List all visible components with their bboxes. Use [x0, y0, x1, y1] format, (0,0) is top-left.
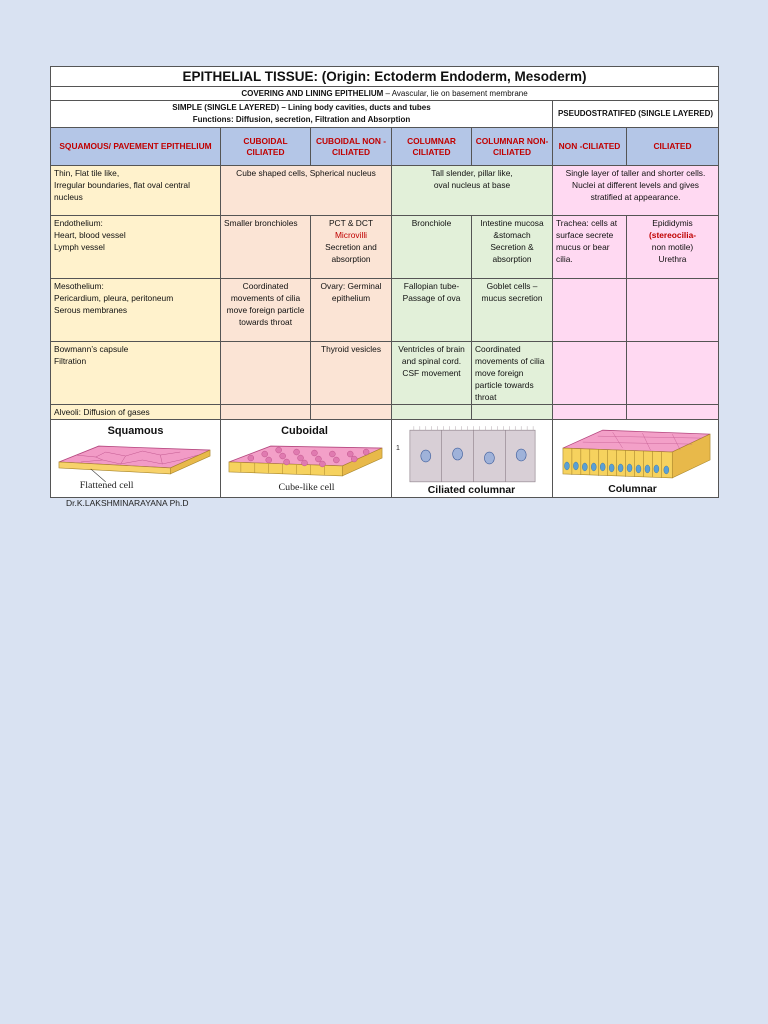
subtitle: [51, 87, 719, 101]
cell-squamous-alveoli: Alveoli: Diffusion of gases: [51, 405, 221, 420]
cell-cuboidal-ciliated-r5: [221, 405, 311, 420]
cell-cuboidal-ciliated-r4: [221, 342, 311, 405]
col-head-columnar-ciliated: COLUMNAR CILIATED: [392, 128, 472, 166]
microvilli-text: Microvilli: [334, 230, 368, 240]
figure-cuboidal: [221, 420, 392, 498]
subtitle-rest: – Avascular, lie on basement membrane: [383, 89, 528, 98]
cell-pseudo-non-ciliated-r3: [553, 279, 627, 342]
cell-columnar-ciliated-r3: Fallopian tube- Passage of ova: [392, 279, 472, 342]
cuboidal-illustration: [221, 422, 391, 496]
cell-pseudo-non-ciliated-r4: [553, 342, 627, 405]
secretion-absorption-text: Secretion and absorption: [325, 242, 377, 264]
figure-columnar: [553, 420, 719, 498]
cell-cuboidal-non-ciliated-r5: [311, 405, 392, 420]
cell-pseudo-desc: Single layer of taller and shorter cells. Nuclei at different levels and gives stratified at appearance.: [553, 166, 719, 216]
cuboidal-figure-caption: Cube-like cell: [278, 481, 335, 493]
subtitle-bold: COVERING AND LINING EPITHELIUM: [241, 89, 384, 98]
ciliated-columnar-illustration: [392, 422, 552, 496]
simple-header: [51, 101, 553, 128]
simple-header-line2: Functions: Diffusion, secretion, Filtration and Absorption: [192, 115, 411, 124]
col-head-cuboidal-ciliated: CUBOIDAL CILIATED: [221, 128, 311, 166]
pseudo-header: PSEUDOSTRATIFED (SINGLE LAYERED): [553, 101, 719, 128]
author-credit: Dr.K.LAKSHMINARAYANA Ph.D: [66, 498, 189, 508]
cell-pseudo-ciliated-r4: [627, 342, 719, 405]
cell-columnar-non-ciliated-r2: Intestine mucosa &stomach Secretion & absorption: [472, 216, 553, 279]
cell-columnar-ciliated-r2: Bronchiole: [392, 216, 472, 279]
cell-cuboidal-desc: Cube shaped cells, Spherical nucleus: [221, 166, 392, 216]
col-head-pseudo-non-ciliated: NON -CILIATED: [553, 128, 627, 166]
figure-squamous: [51, 420, 221, 498]
urethra-text: non motile) Urethra: [651, 242, 694, 264]
cell-cuboidal-non-ciliated-r4: Thyroid vesicles: [311, 342, 392, 405]
epithelial-tissue-chart: [50, 66, 718, 498]
figure-ciliated-columnar: [392, 420, 553, 498]
epithelium-table: [50, 66, 719, 498]
cell-pseudo-ciliated-r5: [627, 405, 719, 420]
cell-columnar-non-ciliated-r5: [472, 405, 553, 420]
columnar-illustration: [553, 422, 718, 496]
stereocilia-text: (stereocilia-: [649, 230, 697, 240]
epididymis-text: Epididymis: [652, 218, 693, 228]
squamous-figure-title: Squamous: [107, 424, 164, 437]
cell-pseudo-ciliated-r2: [627, 216, 719, 279]
col-head-pseudo-ciliated: CILIATED: [627, 128, 719, 166]
cell-pseudo-non-ciliated-r2: Trachea: cells at surface secrete mucus or bear cilia.: [553, 216, 627, 279]
cell-pseudo-non-ciliated-r5: [553, 405, 627, 420]
squamous-illustration: [51, 422, 220, 496]
cell-cuboidal-non-ciliated-r3: Ovary: Germinal epithelium: [311, 279, 392, 342]
cell-squamous-endothelium: Endothelium: Heart, blood vessel Lymph vessel: [51, 216, 221, 279]
pct-dct-text: PCT & DCT: [328, 218, 374, 228]
cell-columnar-non-ciliated-r3: Goblet cells – mucus secretion: [472, 279, 553, 342]
ciliated-columnar-figure-caption: Ciliated columnar: [427, 484, 516, 496]
col-head-columnar-non-ciliated: COLUMNAR NON-CILIATED: [472, 128, 553, 166]
cell-pseudo-ciliated-r3: [627, 279, 719, 342]
col-head-cuboidal-non-ciliated: CUBOIDAL NON - CILIATED: [311, 128, 392, 166]
cell-columnar-non-ciliated-r4: Coordinated movements of cilia move foreign particle towards throat: [472, 342, 553, 405]
col-head-squamous: SQUAMOUS/ PAVEMENT EPITHELIUM: [51, 128, 221, 166]
cell-columnar-ciliated-r4: Ventricles of brain and spinal cord. CSF movement: [392, 342, 472, 405]
cell-squamous-desc: Thin, Flat tile like, Irregular boundaries, flat oval central nucleus: [51, 166, 221, 216]
cuboidal-figure-title: Cuboidal: [281, 424, 328, 437]
simple-header-line1: SIMPLE (SINGLE LAYERED) – Lining body cavities, ducts and tubes: [172, 103, 431, 112]
cell-squamous-mesothelium: Mesothelium: Pericardium, pleura, peritoneum Serous membranes: [51, 279, 221, 342]
figure-label-marker: 1: [395, 444, 400, 452]
cell-columnar-ciliated-r5: [392, 405, 472, 420]
cell-squamous-bowmann: Bowmann’s capsule Filtration: [51, 342, 221, 405]
cell-cuboidal-non-ciliated-r2: [311, 216, 392, 279]
squamous-figure-caption: Flattened cell: [79, 479, 134, 491]
table-title: EPITHELIAL TISSUE: (Origin: Ectoderm Endoderm, Mesoderm): [51, 67, 719, 87]
columnar-figure-caption: Columnar: [608, 483, 657, 495]
cell-cuboidal-ciliated-r2: Smaller bronchioles: [221, 216, 311, 279]
cell-columnar-desc: Tall slender, pillar like, oval nucleus at base: [392, 166, 553, 216]
cell-cuboidal-ciliated-r3: Coordinated movements of cilia move foreign particle towards throat: [221, 279, 311, 342]
